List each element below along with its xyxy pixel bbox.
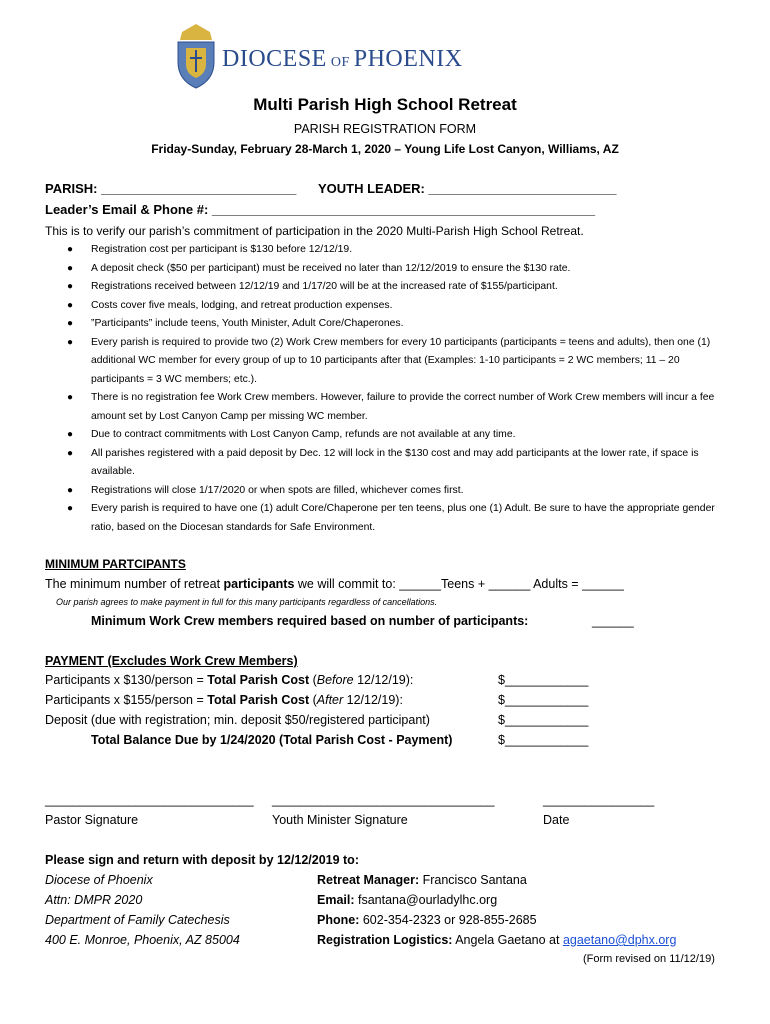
date-label: Date xyxy=(543,813,570,827)
work-crew-blank[interactable]: ______ xyxy=(592,614,634,628)
registration-logistics: Registration Logistics: Angela Gaetano at agaetano@dphx.org xyxy=(317,933,677,947)
address-line: 400 E. Monroe, Phoenix, AZ 85004 xyxy=(45,933,240,947)
form-revised-note: (Form revised on 11/12/19) xyxy=(583,953,715,965)
intro-text: This is to verify our parish’s commitment of participation in the 2020 Multi-Parish High School Retreat. xyxy=(45,224,584,238)
payment-row-after: Participants x $155/person = Total Parish Cost (After 12/12/19): xyxy=(45,693,403,707)
address-line: Department of Family Catechesis xyxy=(45,913,230,927)
payment-row-balance: Total Balance Due by 1/24/2020 (Total Parish Cost - Payment) xyxy=(91,733,453,747)
list-item: ● All parishes registered with a paid deposit by Dec. 12 will lock in the $130 cost and may add participants at the lower rate, if space is available. xyxy=(67,447,699,477)
work-crew-label: Minimum Work Crew members required based on number of participants: xyxy=(91,614,529,628)
youth-minister-signature-line[interactable]: ________________________________ xyxy=(272,793,495,807)
form-subtitle: PARISH REGISTRATION FORM xyxy=(293,122,477,136)
page-title: Multi Parish High School Retreat xyxy=(253,95,517,114)
amount-after-field[interactable]: $____________ xyxy=(498,693,589,707)
amount-before-field[interactable]: $____________ xyxy=(498,673,589,687)
diocese-name: DIOCESE OF PHOENIX xyxy=(222,46,463,72)
list-item: ● Every parish is required to have one (1) adult Core/Chaperone per ten teens, plus one (1) Adult. Be sure to have the appropriate gender ratio, based on the Diocesan standards for Safe Environment. xyxy=(67,503,715,533)
payment-row-before: Participants x $130/person = Total Parish Cost (Before 12/12/19): xyxy=(45,673,414,687)
minimum-participants-line[interactable]: The minimum number of retreat participants we will commit to: ______Teens + ______ Adults = ______ xyxy=(45,577,624,591)
list-item: ● Every parish is required to provide two (2) Work Crew members for every 10 participants (participants = teens and adults), then one (1) additional WC member for every group of up to 10 participants after that (Examples: 1-10 participants = 2 WC members; 11 – 20 participants = 3 WC members; etc.). xyxy=(67,336,711,385)
address-line: Attn: DMPR 2020 xyxy=(45,893,143,907)
terms-list xyxy=(45,241,735,537)
list-item: ● Registrations received between 12/12/19 and 1/17/20 will be at the increased rate of $155/participant. xyxy=(67,281,558,292)
pastor-signature-label: Pastor Signature xyxy=(45,813,139,827)
list-item: ● There is no registration fee Work Crew members. However, failure to provide the correct number of Work Crew members will incur a fee amount set by Lost Canyon Camp per missing WC member. xyxy=(67,392,715,422)
payment-row-deposit: Deposit (due with registration; min. deposit $50/registered participant) xyxy=(45,713,430,727)
diocese-logo xyxy=(172,22,512,94)
date-line[interactable]: ________________ xyxy=(543,793,655,807)
leader-contact-field[interactable]: Leader’s Email & Phone #: _____________________________________________________ xyxy=(45,202,596,217)
parish-field[interactable]: PARISH: ___________________________ xyxy=(45,181,297,196)
payment-agreement-note: Our parish agrees to make payment in full for this many participants regardless of cancellations. xyxy=(56,597,438,607)
list-item: ● Costs cover five meals, lodging, and retreat production expenses. xyxy=(67,299,393,311)
return-heading: Please sign and return with deposit by 12/12/2019 to: xyxy=(45,853,359,867)
manager-email: Email: fsantana@ourladylhc.org xyxy=(317,893,498,907)
youth-minister-signature-label: Youth Minister Signature xyxy=(272,813,408,827)
balance-amount-field[interactable]: $____________ xyxy=(498,733,589,747)
payment-heading: PAYMENT (Excludes Work Crew Members) xyxy=(45,654,298,668)
list-item: ● Registrations will close 1/17/2020 or when spots are filled, whichever comes first. xyxy=(67,484,464,496)
list-item: ● A deposit check ($50 per participant) must be received no later than 12/12/2019 to ensure the $130 rate. xyxy=(67,262,571,274)
retreat-manager: Retreat Manager: Francisco Santana xyxy=(317,873,527,887)
youth-leader-field[interactable]: YOUTH LEADER: __________________________ xyxy=(318,181,617,196)
pastor-signature-line[interactable]: ______________________________ xyxy=(45,793,254,807)
list-item: ● Registration cost per participant is $130 before 12/12/19. xyxy=(67,244,353,255)
minimum-heading: MINIMUM PARTCIPANTS xyxy=(45,557,186,571)
list-item: ● Due to contract commitments with Lost Canyon Camp, refunds are not available at any time. xyxy=(67,429,516,440)
manager-phone: Phone: 602-354-2323 or 928-855-2685 xyxy=(317,913,537,927)
list-item: ● ”Participants” include teens, Youth Minister, Adult Core/Chaperones. xyxy=(67,318,404,329)
deposit-amount-field[interactable]: $____________ xyxy=(498,713,589,727)
address-line: Diocese of Phoenix xyxy=(45,873,153,887)
logistics-email-link[interactable]: agaetano@dphx.org xyxy=(562,933,677,947)
diocese-crest-icon xyxy=(172,22,220,94)
event-dates-location: Friday-Sunday, February 28-March 1, 2020 – Young Life Lost Canyon, Williams, AZ xyxy=(151,142,619,156)
